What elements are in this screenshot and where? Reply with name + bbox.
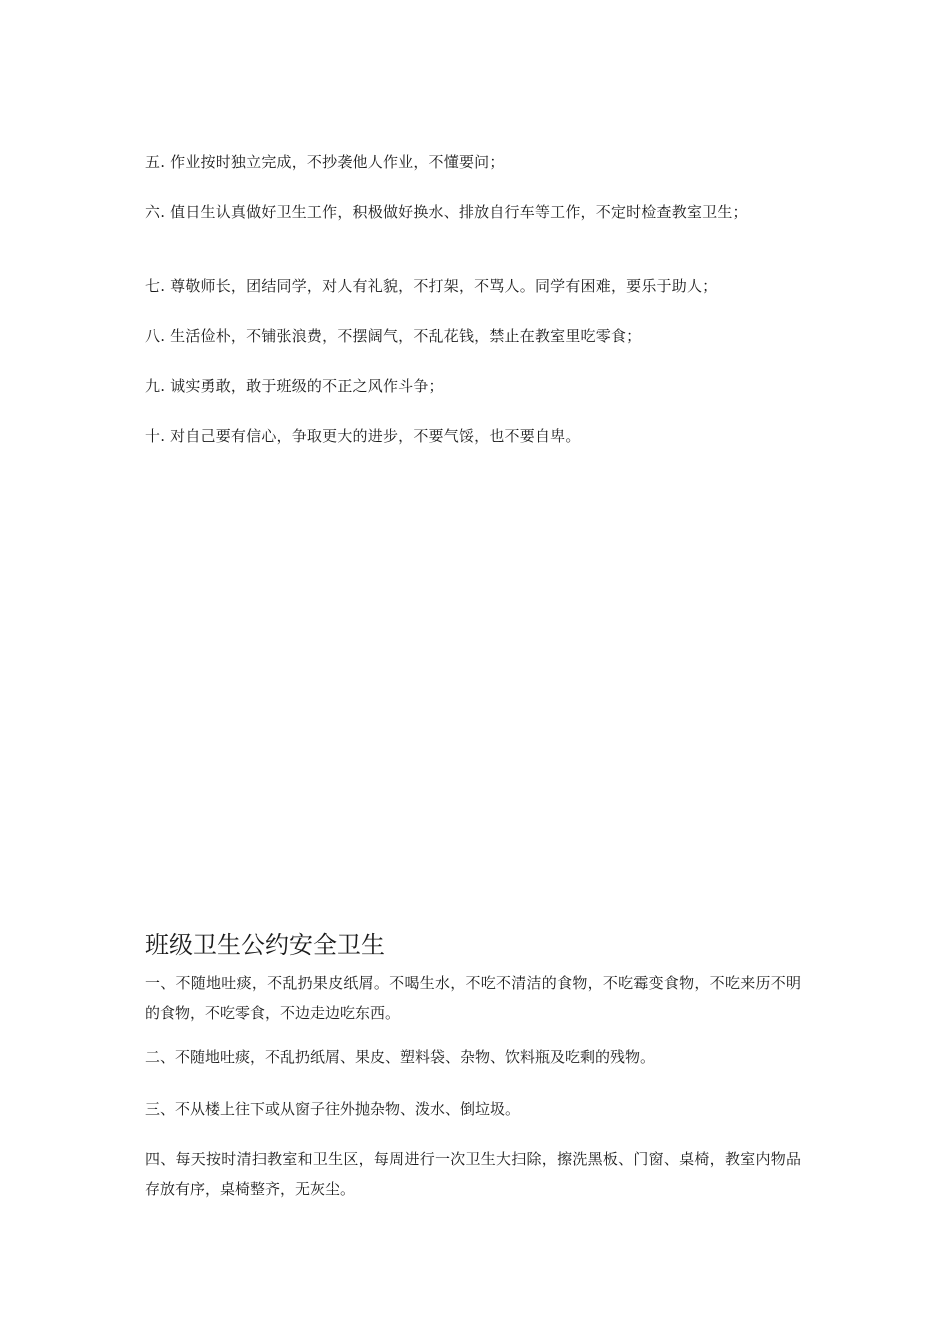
rule-item-9: 九. 诚实勇敢，敢于班级的不正之风作斗争； — [145, 377, 444, 395]
hygiene-rule-1: 一、不随地吐痰，不乱扔果皮纸屑。不喝生水，不吃不清洁的食物，不吃霉变食物，不吃来历不明的食物，不吃零食，不边走边吃东西。 — [145, 974, 801, 1022]
rule-item-6: 六. 值日生认真做好卫生工作，积极做好换水、排放自行车等工作，不定时检查教室卫生； — [145, 203, 748, 221]
hygiene-rule-3: 三、不从楼上往下或从窗子往外抛杂物、泼水、倒垃圾。 — [145, 1100, 521, 1118]
hygiene-rule-4: 四、每天按时清扫教室和卫生区，每周进行一次卫生大扫除，擦洗黑板、门窗、桌椅，教室内物品存放有序，桌椅整齐，无灰尘。 — [145, 1150, 801, 1198]
rule-item-10: 十. 对自己要有信心，争取更大的进步，不要气馁，也不要自卑。 — [145, 427, 581, 445]
rule-item-7: 七. 尊敬师长，团结同学，对人有礼貌，不打架，不骂人。同学有困难，要乐于助人； — [145, 277, 718, 295]
section-title: 班级卫生公约安全卫生 — [145, 931, 385, 959]
rule-item-8: 八. 生活俭朴，不铺张浪费，不摆阔气，不乱花钱，禁止在教室里吃零食； — [145, 327, 642, 345]
hygiene-rule-2: 二、不随地吐痰，不乱扔纸屑、果皮、塑料袋、杂物、饮料瓶及吃剩的残物。 — [145, 1048, 656, 1066]
rule-item-5: 五. 作业按时独立完成，不抄袭他人作业，不懂要问； — [145, 153, 505, 171]
